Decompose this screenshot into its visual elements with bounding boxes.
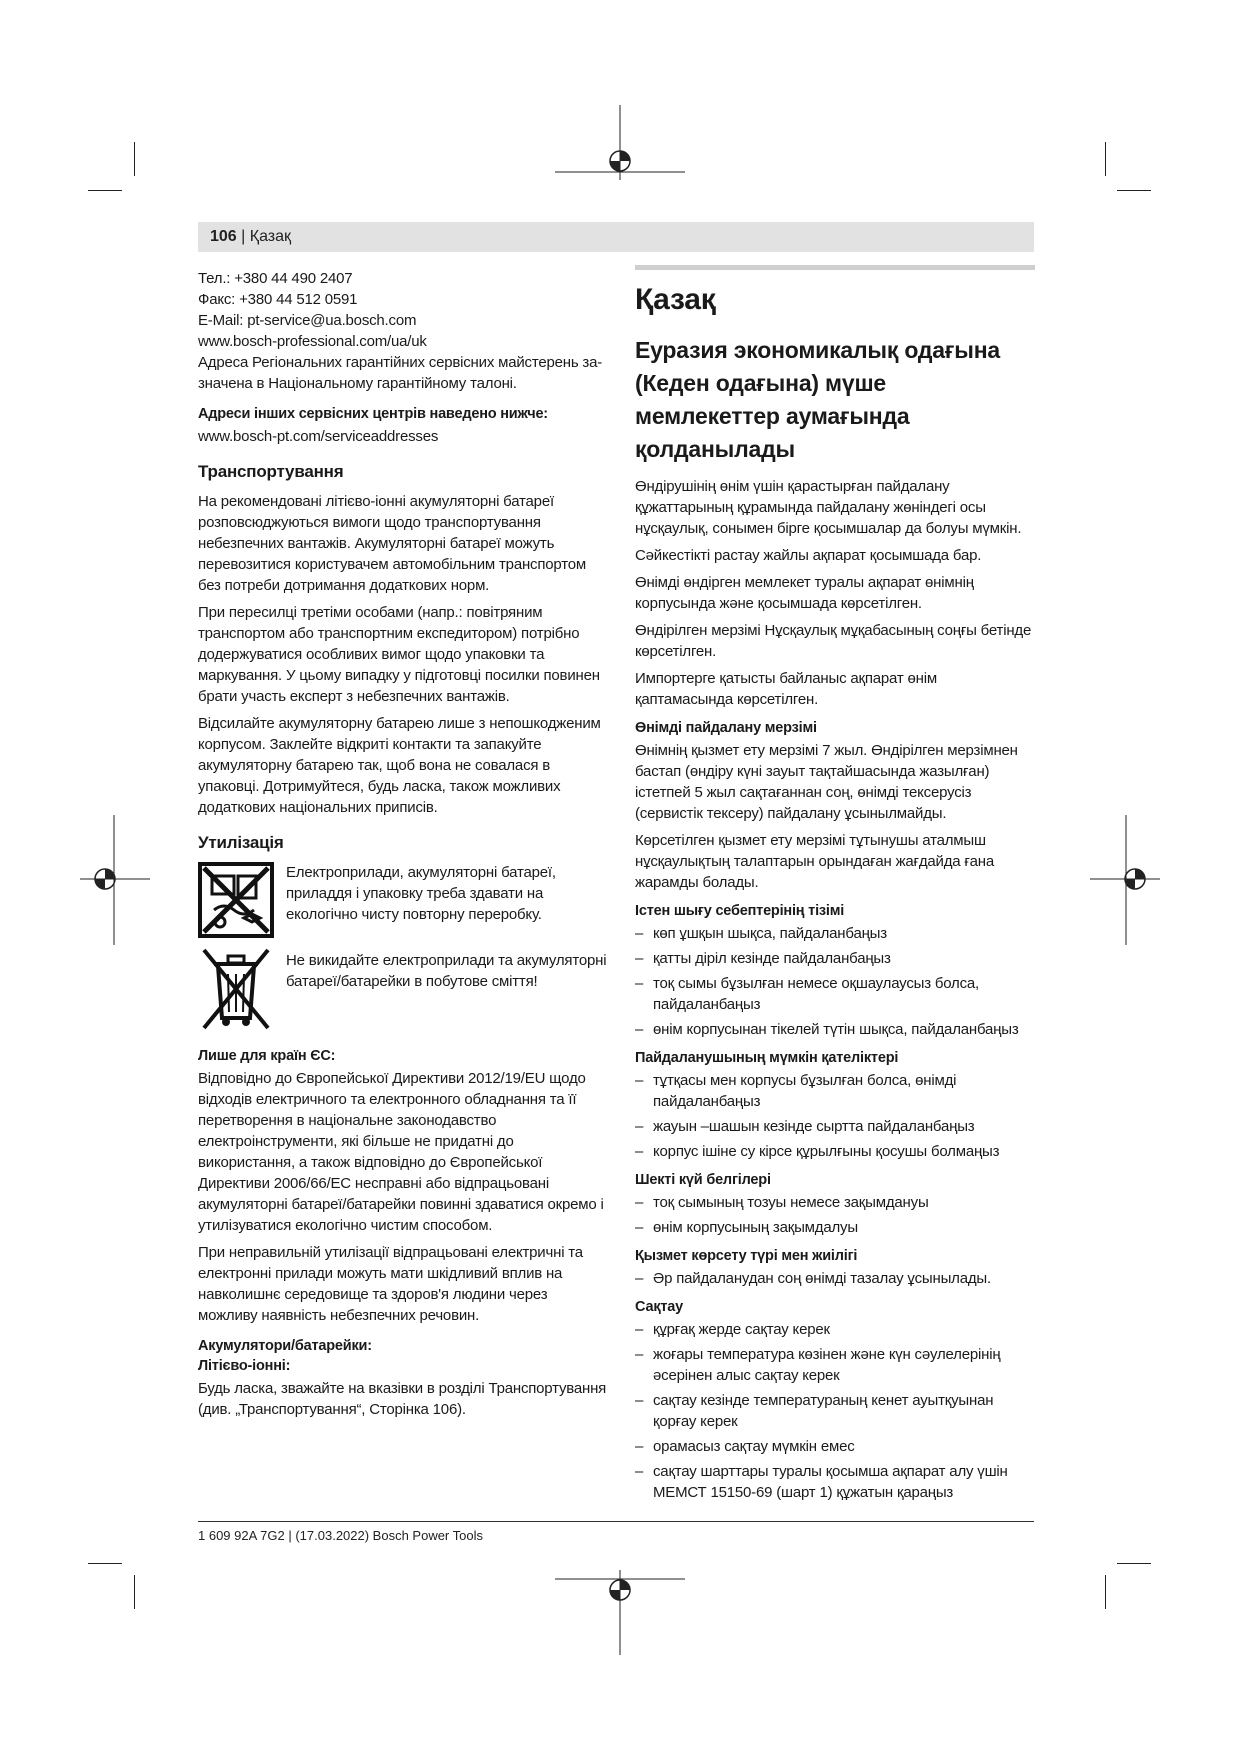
- service-life-heading: Өнімді пайдалану мерзімі: [635, 720, 817, 736]
- footer-rule: [198, 1521, 1034, 1522]
- storage-heading: Сақтау: [635, 1299, 683, 1315]
- service-life-paragraph-1: Өнімнің қызмет ету мерзімі 7 жыл. Өндірілген мерзімнен бастап (өндіру күні зауыт тақтайшасында жазылған) істетпей 5 жыл сақтағаннан соң, өнімді тексерусіз (сервистік тексеру) пайдалану ұсынылмайды.: [635, 742, 1018, 822]
- eu-heading: Лише для країн ЄС:: [198, 1048, 336, 1064]
- list-item: – жауын –шашын кезінде сыртта пайдаланбаңыз: [635, 1116, 1035, 1137]
- right-column: [635, 268, 1035, 1507]
- list-item: – сақтау кезінде температураның кенет ауытқуынан қорғау керек: [635, 1390, 1035, 1432]
- errors-heading: Пайдаланушының мүмкін қателіктері: [635, 1050, 899, 1066]
- errors-list: [635, 1070, 1035, 1162]
- list-item: – жоғары температура көзінен және күн сәулелерінің әсерінен алыс сақтау керек: [635, 1344, 1035, 1386]
- registration-mark-icon: [555, 1560, 685, 1655]
- contact-fax: Факс: +380 44 512 0591: [198, 291, 358, 308]
- disposal-heading: Утилізація: [198, 833, 284, 852]
- disposal-recycle-row: [198, 862, 610, 938]
- batteries-heading: Акумулятори/батарейки:: [198, 1338, 372, 1354]
- regional-addresses: Адреса Регіональних гарантійних сервісних майстерень за- значена в Національному гарантійному талоні.: [198, 354, 603, 392]
- list-item: – Әр пайдаланудан соң өнімді тазалау ұсынылады.: [635, 1268, 1035, 1289]
- failure-heading: Істен шығу себептерінің тізімі: [635, 903, 845, 919]
- failure-list: [635, 923, 1035, 1040]
- intro-paragraph-2: Сәйкестікті растау жайлы ақпарат қосымшада бар.: [635, 547, 982, 564]
- liion-heading: Літієво-іонні:: [198, 1358, 291, 1374]
- header-section: Қазақ: [249, 228, 292, 245]
- intro-paragraph-3: Өнімді өндірген мемлекет туралы ақпарат өнімнің корпусында және қосымшада көрсетілген.: [635, 574, 974, 612]
- intro-paragraph-1: Өндірушінің өнім үшін қарастырған пайдалану құжаттарының құрамында пайдалану жөніндегі осы нұсқаулық, сонымен бірге қосымшалар да болуы мүмкін.: [635, 478, 1022, 537]
- disposal-bin-row: [198, 946, 610, 1030]
- list-item: – өнім корпусынан тікелей түтін шықса, пайдаланбаңыз: [635, 1019, 1035, 1040]
- disposal-recycle-text: Електроприлади, акумуляторні батареї, приладдя і упаковку треба здавати на екологічно чисту повторну переробку.: [286, 864, 556, 923]
- list-item: – қатты діріл кезінде пайдаланбаңыз: [635, 948, 1035, 969]
- section-subtitle: Еуразия экономикалық одағына (Кеден одағына) мүше мемлекеттер аумағында қолданылады: [635, 337, 1000, 462]
- storage-list: [635, 1319, 1035, 1503]
- list-item: – орамасыз сақтау мүмкін емес: [635, 1436, 1035, 1457]
- other-centres-url[interactable]: www.bosch-pt.com/serviceaddresses: [198, 428, 439, 445]
- registration-mark-icon: [555, 105, 685, 200]
- limit-list: [635, 1192, 1035, 1238]
- intro-paragraph-4: Өндірілген мерзімі Нұсқаулық мұқабасының соңғы бетінде көрсетілген.: [635, 622, 1032, 660]
- transport-heading: Транспортування: [198, 462, 344, 481]
- intro-paragraph-5: Импортерге қатысты байланыс ақпарат өнім қаптамасында көрсетілген.: [635, 670, 937, 708]
- eu-paragraph-2: При неправильній утилізації відпрацьовані електричні та електронні прилади можуть мати шкідливий вплив на навколишнє середовище та здоров'я людини через можливу наявність небезпечних речовин.: [198, 1244, 583, 1324]
- list-item: – тоқ сымының тозуы немесе зақымдануы: [635, 1192, 1035, 1213]
- limit-heading: Шекті күй белгілері: [635, 1172, 771, 1188]
- other-centres-label: Адреси інших сервісних центрів наведено нижче:: [198, 406, 548, 422]
- list-item: – көп ұшқын шықса, пайдаланбаңыз: [635, 923, 1035, 944]
- registration-mark-icon: [1090, 815, 1160, 945]
- transport-paragraph-3: Відсилайте акумуляторну батарею лише з непошкодженим корпусом. Заклейте відкриті контакти та запакуйте акумуляторну батарею так, щоб вона не совалася в упаковці. Дотримуйтеся, будь ласка, також можливих додаткових національних приписів.: [198, 715, 601, 816]
- list-item: – тұтқасы мен корпусы бұзылған болса, өнімді пайдаланбаңыз: [635, 1070, 1035, 1112]
- list-item: – корпус ішіне су кірсе құрылғыны қосушы болмаңыз: [635, 1141, 1035, 1162]
- transport-paragraph-2: При пересилці третіми особами (напр.: повітряним транспортом або транспортним експедитором) потрібно додержуватися особливих вимог щодо упаковки та маркування. У цьому випадку у підготовці посилки повинен брати участь експерт з небезпечних вантажів.: [198, 604, 600, 705]
- disposal-bin-text: Не викидайте електроприлади та акумуляторні батареї/батарейки в побутове сміття!: [286, 952, 607, 990]
- liion-paragraph: Будь ласка, зважайте на вказівки в розділі Транспортування (див. „Транспортування“, Сторінка 106).: [198, 1380, 607, 1418]
- contact-phone: Тел.: +380 44 490 2407: [198, 270, 353, 287]
- crossed-bin-icon: [198, 946, 274, 1030]
- list-item: – тоқ сымы бұзылған немесе оқшаулаусыз болса, пайдаланбаңыз: [635, 973, 1035, 1015]
- section-title: Қазақ: [635, 283, 716, 316]
- maintenance-list: [635, 1268, 1035, 1289]
- transport-paragraph-1: На рекомендовані літієво-іонні акумуляторні батареї розповсюджуються вимоги щодо транспортування небезпечних вантажів. Акумуляторні батареї можуть перевозитися користувачем автомобільним транспортом без потреби дотримання додаткових норм.: [198, 493, 586, 594]
- eu-paragraph-1: Відповідно до Європейської Директиви 2012/19/EU щодо відходів електричного та електронного обладнання та її перетворення в національне законодавство електроінструменти, які більше не придатні до використання, а також відповідно до Європейської Директиви 2006/66/EC несправні або відпрацьовані акумуляторні батареї/батарейки повинні здаватися окремо і утилізуватися екологічно чистим способом.: [198, 1070, 604, 1234]
- contact-website[interactable]: www.bosch-professional.com/ua/uk: [198, 333, 427, 350]
- contact-email[interactable]: E-Mail: pt-service@ua.bosch.com: [198, 312, 417, 329]
- page-number: 106: [210, 228, 237, 245]
- list-item: – сақтау шарттары туралы қосымша ақпарат алу үшін МЕМСТ 15150-69 (шарт 1) құжатын қараңыз: [635, 1461, 1035, 1503]
- page-header: 106 | Қазақ: [198, 222, 1034, 252]
- list-item: – құрғақ жерде сақтау керек: [635, 1319, 1035, 1340]
- maintenance-heading: Қызмет көрсету түрі мен жиілігі: [635, 1248, 858, 1264]
- recycle-no-dump-icon: [198, 862, 274, 938]
- registration-mark-icon: [80, 815, 150, 945]
- page-footer: 1 609 92A 7G2 | (17.03.2022) Bosch Power Tools: [198, 1528, 483, 1543]
- left-column: [198, 268, 610, 1426]
- service-life-paragraph-2: Көрсетілген қызмет ету мерзімі тұтынушы аталмыш нұсқаулықтың талаптарын орындаған жағдайда ғана жарамды болады.: [635, 832, 995, 891]
- list-item: – өнім корпусының зақымдалуы: [635, 1217, 1035, 1238]
